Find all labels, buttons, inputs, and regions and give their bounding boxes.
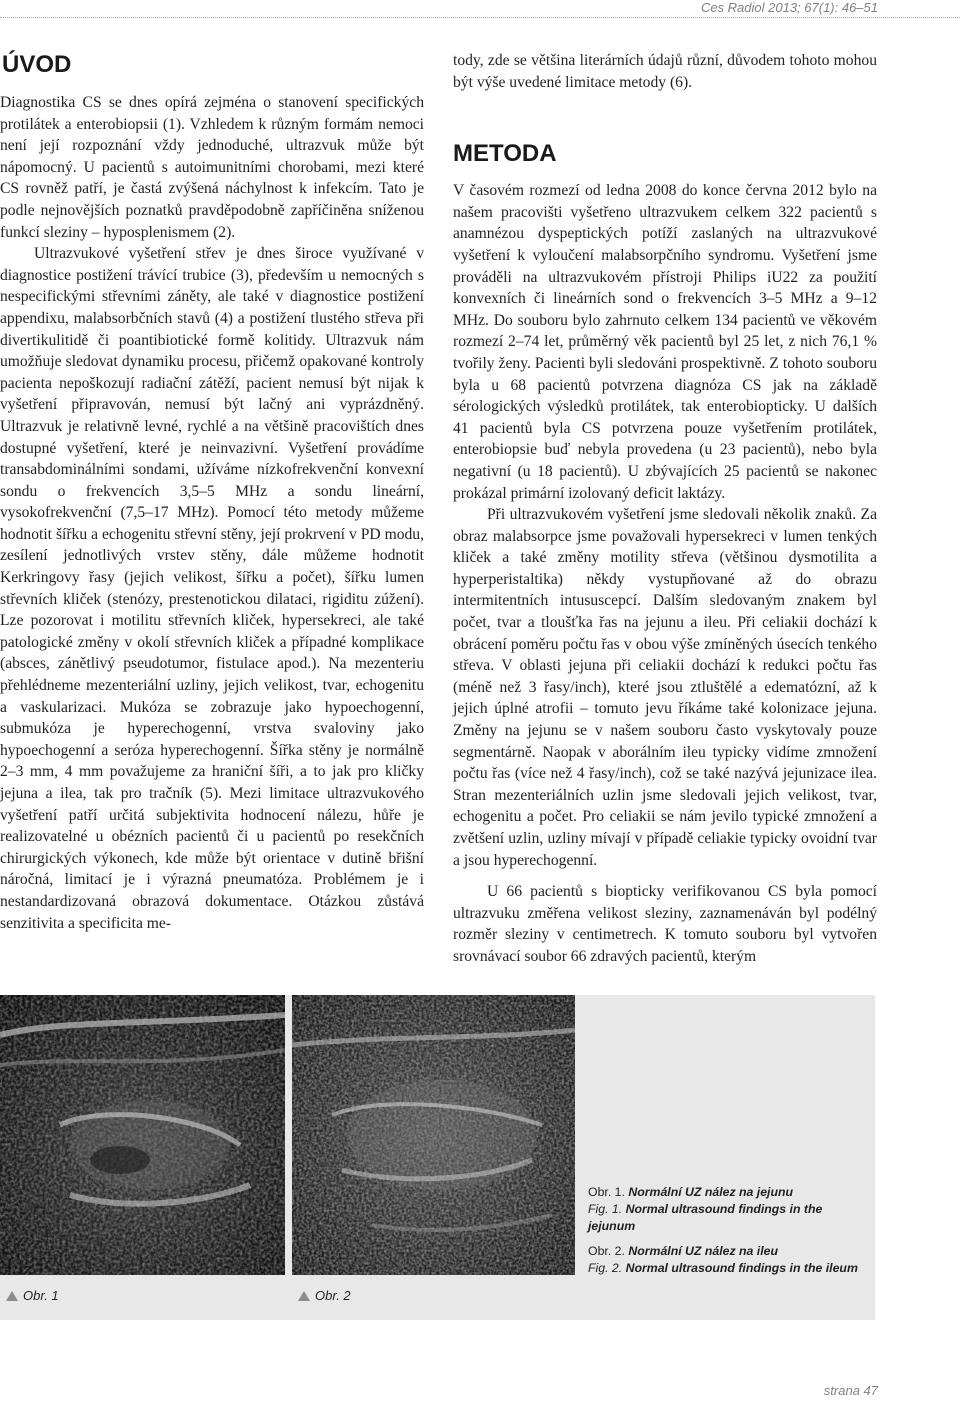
caption-figure-1: Obr. 1. Normální UZ nález na jejunu Fig. 1. Normal ultrasound findings in the jejunum — [588, 1185, 823, 1233]
ultrasound-image-jejunum — [0, 995, 285, 1275]
right-column — [453, 50, 877, 968]
triangle-marker-icon — [6, 1291, 18, 1301]
figure-captions — [588, 1184, 870, 1285]
header-rule — [0, 17, 960, 18]
paragraph: Ultrazvukové vyšetření střev je dnes široce využívané v diagnostice postižení trávící trubice (3), především u nemocných s nespecifickými střevními záněty, ale také v diagnostice postižení appendixu, malabsorbčních stavů (4) a postižení tlustého střeva při divertikulitidě či poantibiotické formě kolitidy. Ultrazvuk nám umožňuje sledovat dynamiku procesu, přičemž opakované kontroly pacienta nepoškozují radiační zátěží, pacient nemusí být nijak k vyšetření připravován, nemusí být lačný ani vyprázdněný. Ultrazvuk je relativně levné, rychlé a na většině pracovištích dnes dostupné vyšetření, které je neinvazivní. Vyšetření provádíme transabdominálními sondami, užíváme nízkofrekvenční konvexní sondu o frekvencích 3,5–5 MHz a sondu lineární, vysokofrekvenční (7,5–17 MHz). Pomocí této metody můžeme hodnotit šířku a echogenitu střevní stěny, její prokrvení v PD modu, zesílení jednotlivých vrstev stěny, dále můžeme hodnotit Kerkringovy řasy (jejich velikost, šířku a počet), šířku lumen střevních kliček (stenózy, prestenotickou dilataci, rigiditu zúžení). Lze pozorovat i motilitu střevních kliček, hypersekreci, ale také patologické změny v okolí střevních kliček a případné komplikace (absces, zánětlivý pseudotumor, fistulace apod.). Na mezenteriu přehlédneme mezenteriální uzliny, jejich velikost, tvar, echogenitu a vaskularizaci. Mukóza se zobrazuje jako hypoechogenní, submukóza je hyperechogenní, vrstva svaloviny jako hypoechogenní a seróza hyperechogenní. Šířka stěny je normálně 2–3 mm, 4 mm považujeme za hraniční šíři, a to jak pro kličky jejuna a ilea, tak pro tračník (5). Mezi limitace ultrazvukového vyšetření patří určitá subjektivita hodnocení nálezu, hůře je realizovatelné u obézních pacientů či u pacientů po resekčních chirurgických výkonech, kde může být orientace v dutině břišní náročná, limitací je i výrazná pneumatóza. Problémem je i nestandardizovaná obrazová dokumentace. Otázkou zůstává senzitivita a specificita me- — [0, 245, 424, 932]
paragraph: Při ultrazvukovém vyšetření jsme sledovali několik znaků. Za obraz malabsorpce jsme považovali hypersekreci v lumen tenkých kliček a také změny motility střeva (většinou dysmotilita a hyperperistaltika) někdy vystupňované až do obrazu intermitentních intususcepcí. Dalším sledovaným znakem byl počet, tvar a tloušťka řas na jejunu a ileu. Při celiakii dochází k obrácení poměru počtu řas v obou výše zmíněných úsecích tenkého střeva. V oblasti jejuna při celiakii dochází k redukci počtu řas (méně než 3 řasy/inch), které jsou ztluštělé a edematózní, až k jejich úplné atrofii – tomuto jevu říkáme také kolonizace jejuna. Změny na jejunu se v našem souboru často vyskytovaly pouze segmentárně. Naopak v aborálním ileu typicky vidíme zmnožení počtu řas (více než 4 řasy/inch), což se také nazývá jejunizace ilea. Stran mezenteriálních uzlin jsme sledovali jejich velikost, tvar, echogenitu a počet. Pro celiakii se nám jevilo typické zmnožení a zvětšení uzlin, uzliny mívají v případě celiakie typicky ovoidní tvar a jsou hyperechogenní. — [453, 506, 877, 869]
figure-panel — [0, 995, 875, 1320]
ultrasound-image-ileum — [292, 995, 575, 1275]
paragraph-continuation: tody, zde se většina literárních údajů různí, důvodem tohoto mohou být výše uvedené limitace metody (6). — [453, 52, 877, 91]
section-heading-uvod: ÚVOD — [2, 51, 72, 78]
figure-label-1: Obr. 1 — [6, 1287, 59, 1305]
running-head: Ces Radiol 2013; 67(1): 46–51 — [700, 0, 878, 15]
left-column — [0, 50, 424, 934]
paragraph: V časovém rozmezí od ledna 2008 do konce června 2012 bylo na našem pracovišti vyšetřeno ultrazvukem celkem 322 pacientů s anamnézou dyspeptických potíží zaslaných na ultrazvukové vyšetření k vyloučení malabsorpčního syndromu. Vyšetření jsme prováděli na ultrazvukovém přístroji Philips iU22 za použití konvexních či lineárních sond o frekvencích 3–5 MHz a 9–12 MHz. Do souboru bylo zahrnuto celkem 134 pacientů ve věkovém rozmezí 2–74 let, průměrný věk pacientů byl 25 let, z nich 76,1 % tvořily ženy. Pacienti byli sledováni prospektivně. Z tohoto souboru byla u 68 pacientů potvrzena diagnóza CS jak na základě sérologických výsledků protilátek, tak enterobiopticky. U dalších 41 pacientů byla CS potvrzena pouze vyšetřením protilátek, enterobiopsie buď nebyla provedena (u 23 pacientů), nebo byla negativní (u 18 pacientů). U zbývajících 25 pacientů se nakonec prokázal primární izolovaný deficit laktázy. — [453, 182, 877, 502]
caption-figure-2: Obr. 2. Normální UZ nález na ileu Fig. 2. Normal ultrasound findings in the ileum — [588, 1244, 858, 1275]
figure-label-2: Obr. 2 — [298, 1287, 351, 1305]
paragraph: Diagnostika CS se dnes opírá zejména o stanovení specifických protilátek a enterobiopsii (1). Vzhledem k různým formám nemoci není její rozpoznání vždy jednoduché, ultrazvuk může být nápomocný. U pacientů s autoimunitními chorobami, mezi které CS rovněž patří, je častá zvýšená náchylnost k infekcím. Tato je podle nejnovějších poznatků pravděpodobně zapříčiněna sníženou funkcí sleziny – hyposplenismem (2). — [0, 94, 424, 241]
paragraph: U 66 pacientů s biopticky verifikovanou CS byla pomocí ultrazvuku změřena velikost sleziny, zaznamenáván byl podélný rozměr sleziny v centimetrech. K tomuto souboru byl vytvořen srovnávací soubor 66 zdravých pacientů, kterým — [453, 883, 877, 965]
section-heading-metoda: METODA — [453, 140, 557, 168]
page-number: strana 47 — [823, 1383, 878, 1398]
triangle-marker-icon — [298, 1291, 310, 1301]
